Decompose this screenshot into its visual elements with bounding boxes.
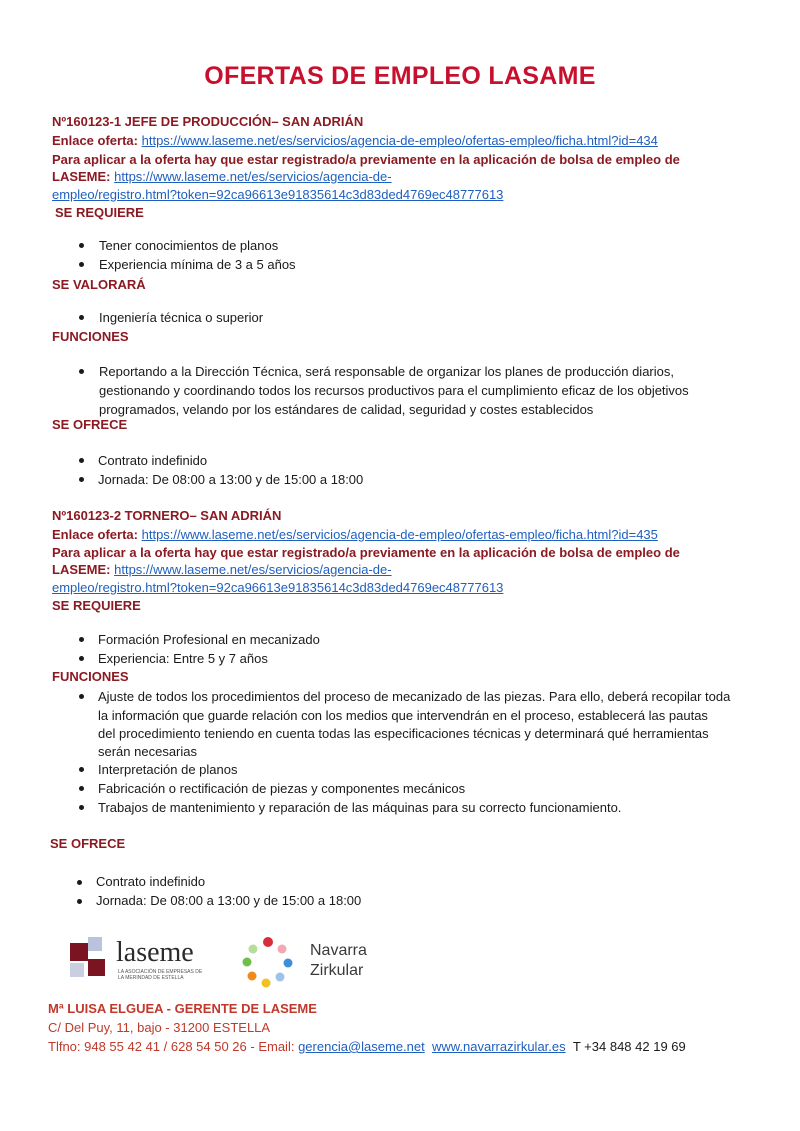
offer-2-heading: Nº160123-2 TORNERO– SAN ADRIÁN — [52, 508, 282, 523]
offers-heading: SE OFRECE — [50, 836, 126, 851]
functions-heading: FUNCIONES — [52, 329, 129, 344]
offer-2-link-row — [52, 526, 658, 543]
navarra-zirkular-logo — [238, 934, 388, 990]
offers-heading: SE OFRECE — [52, 417, 128, 432]
laseme-logo-sub1: LA ASOCIACIÓN DE EMPRESAS DE — [118, 969, 203, 975]
footer-web-link[interactable]: www.navarrazirkular.es — [431, 1039, 566, 1054]
link-label: Enlace oferta: — [52, 133, 138, 148]
list-item: Ingeniería técnica o superior — [99, 310, 264, 325]
apply-text: Para aplicar a la oferta hay que estar registrado/a previamente en la aplicación de bolsa de empleo de — [52, 545, 680, 560]
list-item: Tener conocimientos de planos — [99, 238, 279, 253]
bullet — [79, 477, 84, 482]
bullet — [79, 243, 84, 248]
laseme-logo-sub2: LA MERINDAD DE ESTELLA — [118, 975, 184, 981]
functions-heading: FUNCIONES — [52, 669, 129, 684]
requirements-heading: SE REQUIERE — [52, 598, 141, 613]
registration-link-part2[interactable]: empleo/registro.html?token=92ca96613e91835614c3d83ded4769ec48777613 — [52, 580, 504, 595]
footer-email-link[interactable]: gerencia@laseme.net — [298, 1039, 425, 1054]
function-line: del procedimiento teniendo en cuenta todas las especificaciones técnicas y determinará qué herramientas — [98, 726, 709, 741]
footer-name: Mª LUISA ELGUEA - GERENTE DE LASEME — [48, 1001, 317, 1016]
list-item: Formación Profesional en mecanizado — [98, 632, 320, 647]
offer-2-link[interactable]: https://www.laseme.net/es/servicios/agencia-de-empleo/ofertas-empleo/ficha.html?id=435 — [141, 527, 658, 542]
apply-row — [52, 168, 392, 185]
registration-link-part1[interactable]: https://www.laseme.net/es/servicios/agencia-de- — [114, 169, 392, 184]
bullet — [79, 262, 84, 267]
list-item: Experiencia mínima de 3 a 5 años — [99, 257, 296, 272]
apply-label: LASEME: — [52, 562, 111, 577]
link-label: Enlace oferta: — [52, 527, 138, 542]
bullet — [79, 369, 84, 374]
bullet — [77, 899, 82, 904]
navarra-zirkular-icon — [238, 934, 298, 990]
bullet — [79, 786, 84, 791]
bullet — [77, 880, 82, 885]
navarra-logo-line2: Zirkular — [310, 962, 364, 979]
bullet — [79, 637, 84, 642]
function-line: Ajuste de todos los procedimientos del proceso de mecanizado de las piezas. Para ello, deberá recopilar toda — [98, 689, 731, 704]
apply-row — [52, 561, 392, 578]
apply-label: LASEME: — [52, 169, 111, 184]
page-title: OFERTAS DE EMPLEO LASAME — [204, 62, 596, 90]
bullet — [79, 767, 84, 772]
footer-phones: Tlfno: 948 55 42 41 / 628 54 50 26 - Email: — [48, 1039, 295, 1054]
offer-1-link[interactable]: https://www.laseme.net/es/servicios/agencia-de-empleo/ofertas-empleo/ficha.html?id=434 — [141, 133, 658, 148]
list-item: Fabricación o rectificación de piezas y componentes mecánicos — [98, 781, 466, 796]
registration-link-part2[interactable]: empleo/registro.html?token=92ca96613e91835614c3d83ded4769ec48777613 — [52, 187, 504, 202]
footer-phone2: T +34 848 42 19 69 — [572, 1039, 686, 1054]
registration-link-row — [52, 579, 503, 596]
footer-contact — [48, 1039, 686, 1054]
bullet — [79, 694, 84, 699]
offer-1-heading: Nº160123-1 JEFE DE PRODUCCIÓN– SAN ADRIÁN — [52, 114, 364, 129]
bullet — [79, 315, 84, 320]
list-item: Interpretación de planos — [98, 762, 238, 777]
list-item: Experiencia: Entre 5 y 7 años — [98, 651, 268, 666]
function-line: gestionando y coordinando todos los recursos productivos para el cumplimiento eficaz de los objetivos — [99, 383, 689, 398]
bullet — [79, 458, 84, 463]
list-item: Contrato indefinido — [98, 453, 208, 468]
registration-link-row — [52, 186, 503, 203]
requirements-heading: SE REQUIERE — [55, 205, 144, 220]
offer-1-link-row — [52, 132, 658, 149]
valued-heading: SE VALORARÁ — [52, 277, 146, 292]
navarra-logo-line1: Navarra — [310, 942, 367, 959]
laseme-logo-name: laseme — [116, 937, 194, 968]
registration-link-part1[interactable]: https://www.laseme.net/es/servicios/agencia-de- — [114, 562, 392, 577]
list-item: Trabajos de mantenimiento y reparación de las máquinas para su correcto funcionamiento. — [98, 800, 622, 815]
function-line: programados, velando por los estándares de calidad, seguridad y costes establecidos — [99, 402, 594, 417]
function-line: Reportando a la Dirección Técnica, será responsable de organizar los planes de producción diarios, — [99, 364, 674, 379]
footer-address: C/ Del Puy, 11, bajo - 31200 ESTELLA — [48, 1020, 271, 1035]
function-line: serán necesarias — [98, 744, 197, 759]
laseme-logo — [66, 935, 216, 983]
list-item: Contrato indefinido — [96, 874, 206, 889]
list-item: Jornada: De 08:00 a 13:00 y de 15:00 a 18:00 — [96, 893, 362, 908]
apply-text: Para aplicar a la oferta hay que estar registrado/a previamente en la aplicación de bolsa de empleo de — [52, 152, 680, 167]
bullet — [79, 805, 84, 810]
list-item: Jornada: De 08:00 a 13:00 y de 15:00 a 18:00 — [98, 472, 364, 487]
function-line: la información que guarde relación con los medios que intervendrán en el proceso, establecerá las pautas — [98, 708, 708, 723]
bullet — [79, 656, 84, 661]
